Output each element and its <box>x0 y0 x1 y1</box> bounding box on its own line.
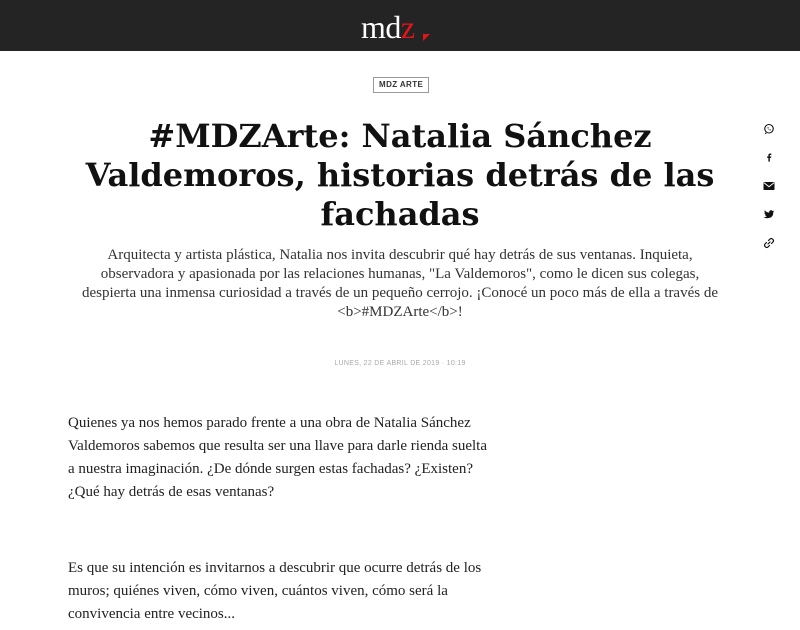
link-icon <box>763 234 775 251</box>
site-logo[interactable] <box>361 9 415 45</box>
logo-bubble-icon <box>423 34 430 41</box>
logo-text: md <box>361 9 401 45</box>
section-badge[interactable]: MDZ ARTE <box>373 77 429 93</box>
article-dateline: LUNES, 22 DE ABRIL DE 2019 · 10:19 <box>334 360 466 367</box>
share-facebook-button[interactable] <box>757 146 781 170</box>
whatsapp-icon <box>763 120 775 137</box>
facebook-icon <box>764 149 774 166</box>
share-twitter-button[interactable] <box>757 203 781 227</box>
twitter-icon <box>763 206 775 223</box>
share-email-button[interactable] <box>757 174 781 198</box>
top-bar <box>0 0 800 51</box>
logo-accent <box>401 9 415 45</box>
article-subtitle: Arquitecta y artista plástica, Natalia nos invita descubrir qué hay detrás de sus ventanas. Inquieta, observadora y apasionada por las relaciones humanas, "La Valdemoros", como le dicen sus colegas, despierta una inmensa curiosidad a través de un pequeño cerrojo. ¡Conocé un poco más de ella a través de <b>#MDZArte</b>! <box>81 247 718 320</box>
email-icon <box>763 177 775 194</box>
article-title: #MDZArte: Natalia Sánchez Valdemoros, historias detrás de las fachadas <box>85 117 715 233</box>
share-bar <box>757 117 781 260</box>
article-paragraph: Es que su intención es invitarnos a descubrir que ocurre detrás de los muros; quiénes viven, cómo viven, cuántos viven, cómo será la convivencia entre vecinos... <box>68 560 482 622</box>
article-paragraph: Quienes ya nos hemos parado frente a una obra de Natalia Sánchez Valdemoros sabemos que resulta ser una llave para darle rienda suelta a nuestra imaginación. ¿De dónde surgen estas fachadas? ¿Existen? ¿Qué hay detrás de esas ventanas? <box>68 415 488 500</box>
copy-link-button[interactable] <box>757 231 781 255</box>
logo-accent-letter: z <box>400 9 416 45</box>
share-whatsapp-button[interactable] <box>757 117 781 141</box>
